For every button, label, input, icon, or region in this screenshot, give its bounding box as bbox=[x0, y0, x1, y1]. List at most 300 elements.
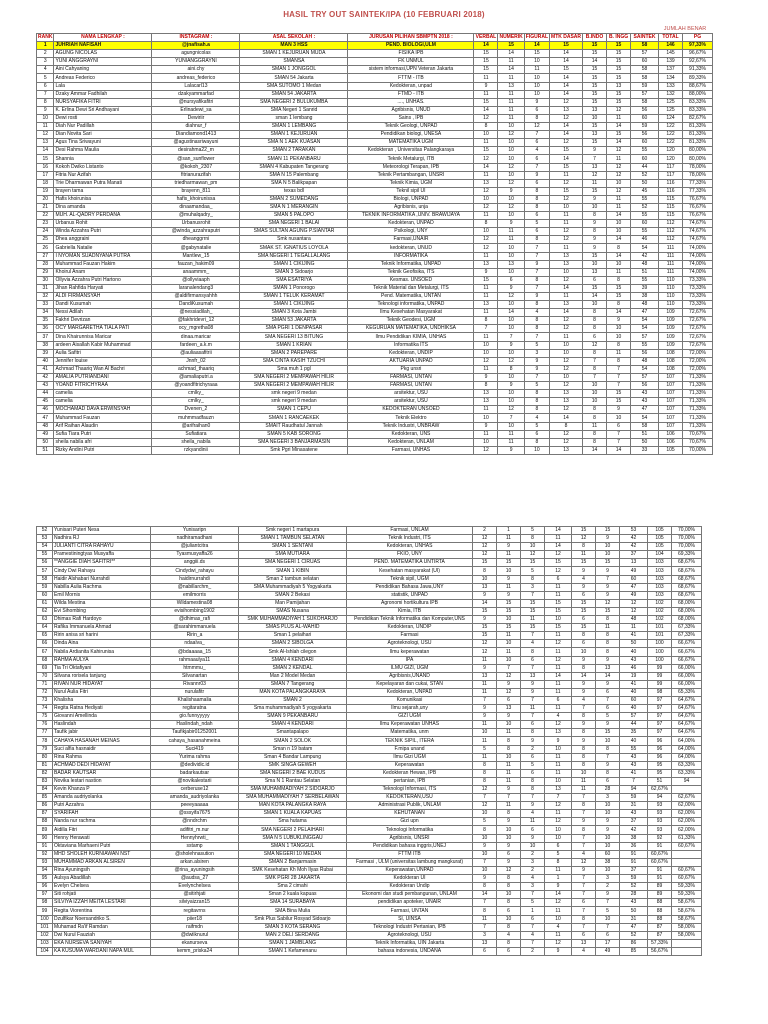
table-cell: MAN 3 HSS bbox=[240, 42, 348, 50]
table-cell: 12 bbox=[498, 293, 524, 301]
table-cell: 13 bbox=[550, 252, 583, 260]
table-cell: KEDOKTERAN UNSOED bbox=[348, 406, 474, 414]
table-cell: FISIKA IPB bbox=[348, 50, 474, 58]
table-cell: 9 bbox=[596, 583, 620, 591]
table-cell: 89 bbox=[37, 826, 53, 834]
table-cell: 96,67% bbox=[683, 50, 713, 58]
table-cell: 48 bbox=[631, 301, 659, 309]
table-cell: 14 bbox=[498, 66, 524, 74]
table-cell: 12 bbox=[524, 123, 549, 131]
table-cell: SMAN 2 Bekasi bbox=[239, 591, 347, 599]
table-cell: 1 bbox=[521, 907, 545, 915]
table-cell: 15 bbox=[474, 58, 498, 66]
table-cell: 11 bbox=[473, 721, 497, 729]
table-cell: 7 bbox=[524, 284, 549, 292]
table-cell: Dian Novita Sari bbox=[54, 131, 152, 139]
table-cell: 120 bbox=[659, 155, 683, 163]
table-cell: 12 bbox=[474, 203, 498, 211]
table-cell: 7 bbox=[521, 891, 545, 899]
table-cell: Biologi, UNPAD bbox=[348, 195, 474, 203]
table-cell: FTMD - ITB bbox=[348, 90, 474, 98]
table-cell: 8 bbox=[524, 301, 549, 309]
table-cell: 10 bbox=[473, 575, 497, 583]
table-cell: @gabynatalie bbox=[152, 244, 240, 252]
table-cell: Pendidikan bahasa inggris,UNEJ bbox=[347, 842, 473, 850]
table-cell: 12 bbox=[607, 171, 631, 179]
table-cell: 10 bbox=[497, 567, 521, 575]
table-cell: 8 bbox=[583, 228, 607, 236]
table-cell: 8 bbox=[473, 761, 497, 769]
table-cell: 14 bbox=[545, 543, 572, 551]
table-cell: 13 bbox=[550, 390, 583, 398]
column-header: FIGURAL bbox=[525, 34, 549, 41]
table-cell: 9 bbox=[37, 106, 54, 114]
table-cell: 15 bbox=[572, 599, 596, 607]
table-cell: 70,67% bbox=[683, 430, 713, 438]
table-cell: 11 bbox=[497, 583, 521, 591]
table-cell: SMAN 11 PEKANBARU bbox=[240, 155, 348, 163]
table-cell: 15 bbox=[583, 66, 607, 74]
table-cell: arsitektur, USU bbox=[348, 398, 474, 406]
table-cell: Ilmu Kesehatan Masyarakat bbox=[348, 309, 474, 317]
table-cell: SMAN 1 JAMBLANG bbox=[239, 939, 347, 947]
table-cell: pertanian, IPB bbox=[347, 777, 473, 785]
table-cell: pendidikan apoteker, UNAIR bbox=[347, 899, 473, 907]
table-cell: 7 bbox=[596, 899, 620, 907]
table-cell: @aldifirmansyahhh bbox=[152, 293, 240, 301]
table-cell: Teknil sipil UI bbox=[348, 187, 474, 195]
table-cell: 13 bbox=[550, 446, 583, 454]
table-cell: 77 bbox=[37, 729, 53, 737]
table-cell: Kedokteran, UNLAM bbox=[348, 438, 474, 446]
table-cell: 4 bbox=[545, 713, 572, 721]
table-row bbox=[37, 58, 713, 66]
table-cell: 70,00% bbox=[683, 446, 713, 454]
table-cell: Khoirul Anam bbox=[54, 268, 152, 276]
table-row bbox=[37, 842, 702, 850]
table-cell: 9 bbox=[545, 947, 572, 955]
table-cell: Teknik Metalurgi, ITB bbox=[348, 155, 474, 163]
table-cell: 58,67% bbox=[672, 907, 702, 915]
table-cell: 14 bbox=[550, 58, 583, 66]
table-cell: 101 bbox=[648, 632, 672, 640]
table-row bbox=[37, 82, 713, 90]
table-cell: 10 bbox=[596, 842, 620, 850]
table-cell: 6 bbox=[37, 82, 54, 90]
table-cell: 107 bbox=[659, 373, 683, 381]
table-cell: NURSYAFIKA FITRI bbox=[54, 98, 152, 106]
table-cell: Pkg unsri bbox=[348, 365, 474, 373]
table-cell: 9 bbox=[474, 422, 498, 430]
table-cell: 10 bbox=[498, 268, 524, 276]
table-cell: cmlky_ bbox=[152, 398, 240, 406]
table-cell: 3 bbox=[521, 858, 545, 866]
table-cell: kemm_priska24 bbox=[151, 947, 239, 955]
table-cell: 9 bbox=[497, 543, 521, 551]
table-cell: TEKNIK INFORMATIKA ,UNIV. BRAWIJAYA bbox=[348, 212, 474, 220]
table-row bbox=[37, 98, 713, 106]
table-cell: 99 bbox=[648, 680, 672, 688]
table-cell: 10 bbox=[583, 398, 607, 406]
table-row bbox=[37, 114, 713, 122]
table-cell: MAN KOTA PALANGKARAYA bbox=[239, 688, 347, 696]
table-cell: 10 bbox=[550, 268, 583, 276]
column-header: B.INDO bbox=[583, 34, 607, 42]
table-cell: 7 bbox=[620, 777, 648, 785]
table-row bbox=[37, 422, 713, 430]
table-cell: Agribisnis, UNUD bbox=[348, 106, 474, 114]
table-cell: 70 bbox=[37, 672, 53, 680]
table-cell: 12 bbox=[474, 155, 498, 163]
table-cell: 58 bbox=[37, 575, 53, 583]
table-cell: 8 bbox=[497, 939, 521, 947]
table-cell: Taufik jabir bbox=[53, 729, 151, 737]
table-cell: 109 bbox=[659, 309, 683, 317]
table-cell: cerberuse12 bbox=[151, 786, 239, 794]
table-cell: Dwi Nurul Fauziah bbox=[53, 931, 151, 939]
table-cell: 15 bbox=[583, 252, 607, 260]
table-cell: peeeyaaaaa bbox=[151, 802, 239, 810]
table-cell: 72,67% bbox=[683, 333, 713, 341]
table-cell: @muhalqadry_ bbox=[152, 212, 240, 220]
table-cell: 5 bbox=[545, 850, 572, 858]
table-cell: 52 bbox=[631, 171, 659, 179]
table-cell: camelia bbox=[54, 390, 152, 398]
table-cell: Nurul Aulia Fitri bbox=[53, 688, 151, 696]
table-cell: 15 bbox=[550, 187, 583, 195]
table-cell: 11 bbox=[473, 737, 497, 745]
table-cell: 95 bbox=[37, 875, 53, 883]
table-cell: 8 bbox=[596, 745, 620, 753]
table-row bbox=[37, 713, 702, 721]
table-cell: Wildamestina08 bbox=[151, 599, 239, 607]
table-row bbox=[37, 907, 702, 915]
table-cell: 15 bbox=[545, 624, 572, 632]
table-cell: laranalendang3 bbox=[152, 284, 240, 292]
table-cell: 43 bbox=[620, 899, 648, 907]
table-cell: 9 bbox=[521, 802, 545, 810]
table-row bbox=[37, 737, 702, 745]
table-cell: Sufia Tiara Putri bbox=[54, 430, 152, 438]
table-cell: Emil Mornis bbox=[53, 591, 151, 599]
table-cell: 41 bbox=[37, 365, 54, 373]
table-row bbox=[37, 373, 713, 381]
table-cell: 125 bbox=[659, 98, 683, 106]
table-cell: 12 bbox=[607, 187, 631, 195]
table-cell: 6 bbox=[524, 179, 549, 187]
table-cell: 132 bbox=[659, 90, 683, 98]
table-cell: 55 bbox=[37, 551, 53, 559]
table-cell: Ilmu sejarah,uny bbox=[347, 705, 473, 713]
table-cell: Farmasi, UNTAN bbox=[347, 907, 473, 915]
table-cell: SMAN 1 RANCAEKEK bbox=[240, 414, 348, 422]
table-cell: 96 bbox=[37, 883, 53, 891]
table-cell: 14 bbox=[550, 414, 583, 422]
table-cell: 5 bbox=[524, 382, 549, 390]
table-cell: 10 bbox=[545, 777, 572, 785]
table-cell: Kesmas. UNSOED bbox=[348, 276, 474, 284]
table-row bbox=[37, 341, 713, 349]
table-cell: htmmmu_ bbox=[151, 664, 239, 672]
table-cell: 9 bbox=[607, 406, 631, 414]
table-cell: 6 bbox=[521, 753, 545, 761]
table-cell: Aidilla Fitri bbox=[53, 826, 151, 834]
table-cell: 14 bbox=[545, 891, 572, 899]
table-cell: 12 bbox=[550, 179, 583, 187]
table-cell: 7 bbox=[524, 252, 549, 260]
table-cell: 11 bbox=[474, 365, 498, 373]
table-cell: Aulia Safitri bbox=[54, 349, 152, 357]
table-cell: 105 bbox=[648, 535, 672, 543]
table-cell: 59,33% bbox=[672, 891, 702, 899]
table-row bbox=[37, 599, 702, 607]
table-cell: 12 bbox=[473, 535, 497, 543]
table-cell: 85 bbox=[37, 794, 53, 802]
table-cell: 55 bbox=[631, 147, 659, 155]
table-cell: 11 bbox=[498, 58, 524, 66]
table-cell: 71,33% bbox=[683, 422, 713, 430]
table-cell: 12 bbox=[521, 551, 545, 559]
table-cell: 28 bbox=[37, 260, 54, 268]
table-cell: 12 bbox=[620, 607, 648, 615]
table-cell: fauzan_hakim09 bbox=[152, 260, 240, 268]
table-cell: 6 bbox=[497, 907, 521, 915]
table-cell: 27 bbox=[37, 252, 54, 260]
table-cell: 12 bbox=[550, 365, 583, 373]
table-cell: 7 bbox=[596, 753, 620, 761]
table-cell: 4 bbox=[524, 309, 549, 317]
table-cell: 34 bbox=[37, 309, 54, 317]
table-cell: 58,67% bbox=[672, 899, 702, 907]
table-cell: 6 bbox=[607, 422, 631, 430]
table-cell: 49 bbox=[620, 567, 648, 575]
table-cell: Silvana rorisela tanjung bbox=[53, 672, 151, 680]
table-cell: 8 bbox=[497, 875, 521, 883]
table-cell: 53 bbox=[37, 535, 53, 543]
table-cell: 7 bbox=[473, 858, 497, 866]
table-cell: 65 bbox=[37, 632, 53, 640]
table-cell: 9 bbox=[497, 818, 521, 826]
table-cell: 15 bbox=[473, 607, 497, 615]
table-cell: 11 bbox=[474, 171, 498, 179]
table-cell: YUNI ANGGRAYNI bbox=[54, 58, 152, 66]
table-cell: 3 bbox=[37, 58, 54, 66]
table-cell: 12 bbox=[545, 551, 572, 559]
table-cell: 7 bbox=[572, 794, 596, 802]
table-cell: 11 bbox=[498, 236, 524, 244]
table-cell: 107 bbox=[659, 422, 683, 430]
table-cell: 62,00% bbox=[672, 802, 702, 810]
table-cell: 33 bbox=[631, 446, 659, 454]
table-cell: 8 bbox=[524, 195, 549, 203]
table-cell: 50 bbox=[620, 640, 648, 648]
table-cell: 59 bbox=[631, 82, 659, 90]
table-cell: 88 bbox=[648, 899, 672, 907]
table-cell: 59 bbox=[620, 875, 648, 883]
table-cell: 11 bbox=[474, 90, 498, 98]
table-cell: 11 bbox=[498, 438, 524, 446]
table-cell: 10 bbox=[607, 333, 631, 341]
table-cell: 55 bbox=[631, 195, 659, 203]
table-cell: 11 bbox=[550, 220, 583, 228]
table-cell: Teknik Pertambangan, UNSRI bbox=[348, 171, 474, 179]
table-cell: SMAN 4 KENDARI bbox=[239, 656, 347, 664]
table-cell: 7 bbox=[524, 268, 549, 276]
table-cell: 11 bbox=[572, 777, 596, 785]
table-row bbox=[37, 284, 713, 292]
table-row bbox=[37, 850, 702, 858]
table-cell: Meteorologi Terapan, IPB bbox=[348, 163, 474, 171]
table-cell: Muhammad Fauzan bbox=[54, 414, 152, 422]
table-cell: 122 bbox=[659, 139, 683, 147]
table-row bbox=[37, 50, 713, 58]
table-cell: **ANGGIE DIAH SAFITRI** bbox=[53, 559, 151, 567]
table-cell: 111 bbox=[659, 268, 683, 276]
table-cell: 94 bbox=[620, 786, 648, 794]
table-cell: 7 bbox=[607, 438, 631, 446]
table-cell: Khalisha bbox=[53, 696, 151, 704]
table-cell: Smk Pgri Minasatene bbox=[240, 446, 348, 454]
table-cell: Ilmu Keperawatan UNHAS bbox=[347, 721, 473, 729]
table-cell: 7 bbox=[596, 696, 620, 704]
table-cell: 8 bbox=[572, 761, 596, 769]
table-cell: Kedokteran, UNDIP bbox=[348, 349, 474, 357]
table-cell: 13 bbox=[583, 131, 607, 139]
table-cell: 69 bbox=[37, 664, 53, 672]
table-cell: 12 bbox=[498, 163, 524, 171]
table-cell: Sma hutama bbox=[239, 818, 347, 826]
table-cell: 9 bbox=[572, 866, 596, 874]
table-cell: @sssyifa7675 bbox=[151, 810, 239, 818]
table-cell: dheanggrrni bbox=[152, 236, 240, 244]
table-cell: 14 bbox=[607, 139, 631, 147]
table-cell: SMAN 1 KRIAN bbox=[240, 341, 348, 349]
table-cell: 9 bbox=[521, 834, 545, 842]
table-cell: SMAN 54 Jakarta bbox=[240, 74, 348, 82]
table-cell: 82 bbox=[37, 769, 53, 777]
table-cell: 15 bbox=[607, 390, 631, 398]
table-cell: 4 bbox=[572, 947, 596, 955]
table-cell: SMAN 2 SUMEDANG bbox=[240, 195, 348, 203]
table-cell: 10 bbox=[497, 616, 521, 624]
table-cell: Teknik sipil, UGM bbox=[347, 575, 473, 583]
table-cell: 62,67% bbox=[672, 794, 702, 802]
table-cell: JUHRIAH NAFISAH bbox=[54, 42, 152, 50]
table-cell: Jihan Rahfida Haryati bbox=[54, 284, 152, 292]
table-cell: 99 bbox=[648, 672, 672, 680]
table-cell: FK UNMUL bbox=[348, 58, 474, 66]
table-cell: Sains , IPB bbox=[348, 114, 474, 122]
table-cell: 68,00% bbox=[672, 607, 702, 615]
table-row bbox=[37, 293, 713, 301]
table-cell: 8 bbox=[572, 745, 596, 753]
table-row bbox=[37, 624, 702, 632]
table-cell: Sma muhammadiyah 5 yogyakarta bbox=[239, 705, 347, 713]
table-cell: 31 bbox=[620, 802, 648, 810]
table-cell: 13 bbox=[474, 179, 498, 187]
table-row bbox=[37, 414, 713, 422]
table-cell: 58 bbox=[631, 74, 659, 82]
report-title: HASIL TRY OUT SAINTEK/IPA (10 FEBRUARI 2018) bbox=[283, 10, 485, 19]
table-cell: ACHMAD DEDI HIDAYAT bbox=[53, 761, 151, 769]
table-cell: 60 bbox=[631, 58, 659, 66]
table-cell: Kedokteran , Universitas Palangkaraya bbox=[348, 147, 474, 155]
table-cell: 11 bbox=[473, 753, 497, 761]
table-cell: 91 bbox=[620, 858, 648, 866]
table-cell: 58 bbox=[631, 66, 659, 74]
table-cell: gio.funnyyyyy bbox=[151, 713, 239, 721]
table-cell: 14 bbox=[607, 123, 631, 131]
table-cell: 110 bbox=[659, 293, 683, 301]
table-cell: 11 bbox=[498, 90, 524, 98]
table-cell: 12 bbox=[473, 786, 497, 794]
table-cell: 9 bbox=[596, 891, 620, 899]
table-cell: SMAN 1 TANGGUL bbox=[239, 842, 347, 850]
table-cell: 15 bbox=[572, 624, 596, 632]
table-cell: 11 bbox=[474, 430, 498, 438]
table-cell: 7 bbox=[607, 382, 631, 390]
table-cell: 10 bbox=[524, 58, 549, 66]
table-row bbox=[37, 163, 713, 171]
table-cell: 10 bbox=[498, 147, 524, 155]
table-cell: Matematika, unm bbox=[347, 729, 473, 737]
table-cell: 60 bbox=[631, 114, 659, 122]
table-cell: 103 bbox=[648, 567, 672, 575]
table-cell: Kedokteran Undip bbox=[347, 883, 473, 891]
table-cell: 55 bbox=[631, 228, 659, 236]
table-cell: Kedokteran, UNS bbox=[348, 430, 474, 438]
table-cell: SMA NEGERI 2 BULUKUMBA bbox=[240, 98, 348, 106]
table-row bbox=[37, 891, 702, 899]
table-cell: Evelyn Chelsea bbox=[53, 883, 151, 891]
table-cell: 51 bbox=[631, 430, 659, 438]
table-cell: 7 bbox=[37, 90, 54, 98]
table-cell: 94 bbox=[648, 794, 672, 802]
table-cell: SMA NEGERI 13 BITUNG bbox=[240, 333, 348, 341]
table-cell: 11 bbox=[545, 535, 572, 543]
table-cell: 10 bbox=[583, 301, 607, 309]
table-cell: 11 bbox=[498, 106, 524, 114]
table-cell: 10 bbox=[498, 171, 524, 179]
table-cell: 9 bbox=[596, 591, 620, 599]
table-cell: cahaya_hasanahmeina bbox=[151, 737, 239, 745]
table-row bbox=[37, 883, 702, 891]
table-cell: ekanurseva bbox=[151, 939, 239, 947]
table-cell: Gizi upn bbox=[347, 818, 473, 826]
table-cell: 7 bbox=[473, 923, 497, 931]
table-cell: 66,67% bbox=[672, 648, 702, 656]
table-cell: 75 bbox=[37, 713, 53, 721]
table-cell: achmad_thaariq bbox=[152, 365, 240, 373]
table-cell: 59 bbox=[620, 794, 648, 802]
table-cell: FTTM - ITB bbox=[348, 74, 474, 82]
table-cell: Ekonomi dan studi pembangunan, UNLAM bbox=[347, 891, 473, 899]
table-cell: 37 bbox=[620, 551, 648, 559]
table-cell: 56 bbox=[631, 349, 659, 357]
table-cell: 64,67% bbox=[672, 729, 702, 737]
table-cell: bahasa indonesia, UNDANA bbox=[347, 947, 473, 955]
table-cell: 15 bbox=[474, 66, 498, 74]
table-cell: 10 bbox=[37, 114, 54, 122]
table-cell: 11 bbox=[596, 624, 620, 632]
table-cell: 60 bbox=[631, 220, 659, 228]
table-cell: 78,00% bbox=[683, 163, 713, 171]
table-cell: 56 bbox=[631, 106, 659, 114]
table-row bbox=[37, 252, 713, 260]
table-cell: Lala bbox=[54, 82, 152, 90]
table-cell: 81,33% bbox=[683, 131, 713, 139]
table-cell: 47 bbox=[620, 583, 648, 591]
